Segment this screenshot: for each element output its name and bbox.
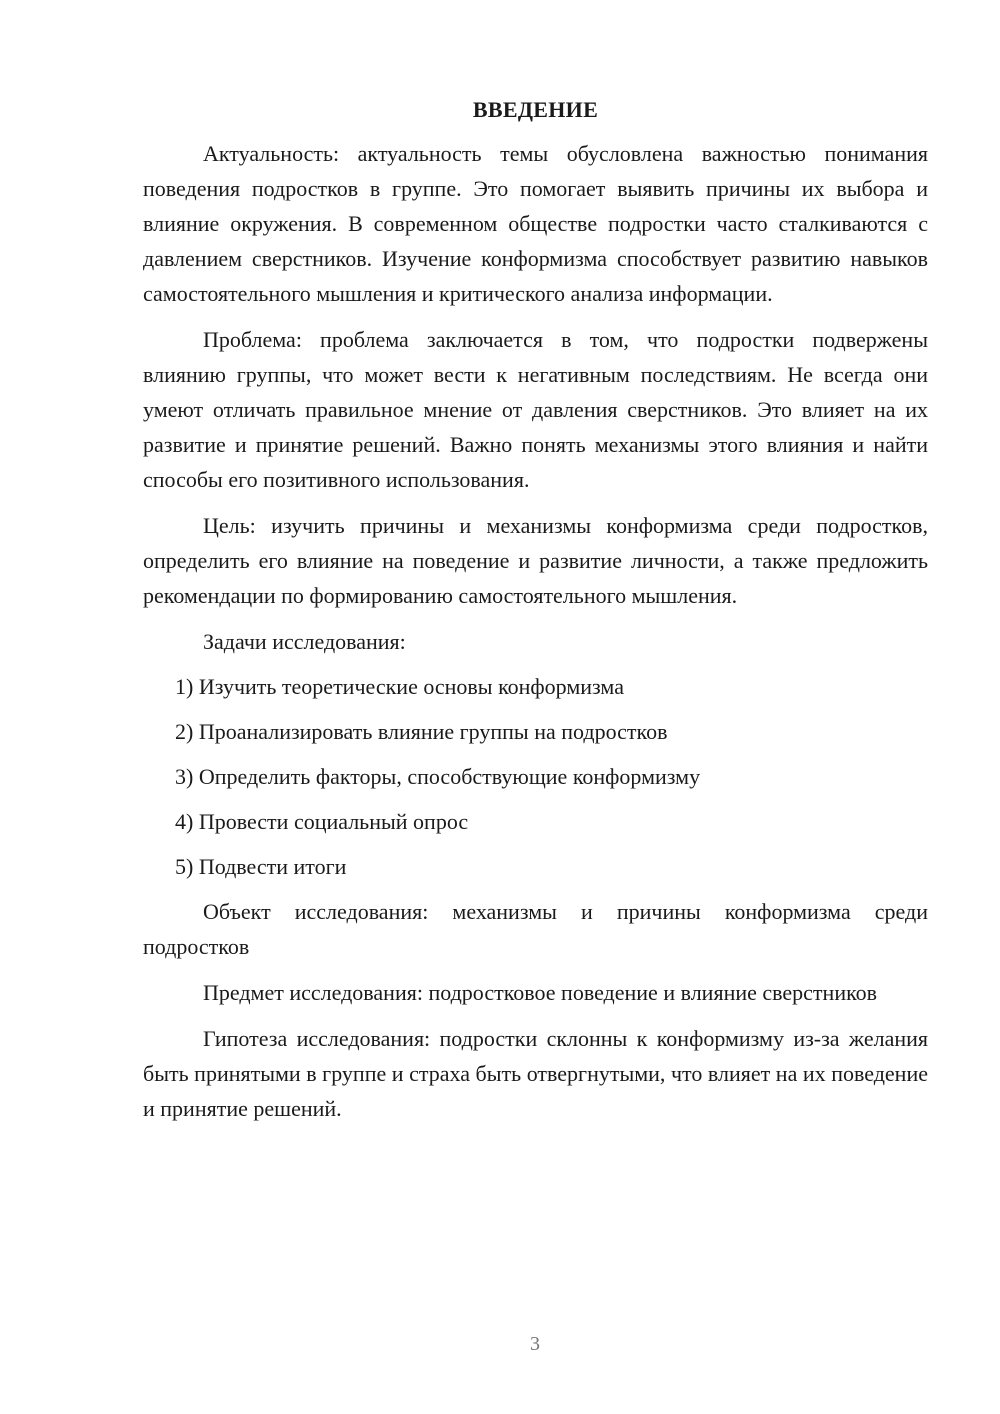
task-item-3: 3) Определить факторы, способствующие конформизму	[175, 764, 701, 789]
task-item-4: 4) Провести социальный опрос	[175, 809, 469, 834]
page-number: 3	[530, 1333, 540, 1355]
tasks-list	[143, 669, 928, 884]
goal-paragraph: Цель: изучить причины и механизмы конформизма среди подростков, определить его влияние на поведение и развитие личности, а также предложить рекомендации по формированию самостоятельного мышления.	[143, 513, 928, 608]
document-page	[143, 92, 928, 1137]
hypothesis-paragraph: Гипотеза исследования: подростки склонны к конформизму из-за желания быть принятыми в группе и страха быть отвергнутыми, что влияет на их поведение и принятие решений.	[143, 1026, 928, 1121]
task-item-5: 5) Подвести итоги	[175, 854, 347, 879]
subject-paragraph: Предмет исследования: подростковое поведение и влияние сверстников	[203, 980, 878, 1005]
task-item-1: 1) Изучить теоретические основы конформизма	[175, 674, 624, 699]
object-paragraph: Объект исследования: механизмы и причины конформизма среди подростков	[143, 899, 928, 959]
task-item-2: 2) Проанализировать влияние группы на подростков	[175, 719, 668, 744]
problem-paragraph: Проблема: проблема заключается в том, что подростки подвержены влиянию группы, что может вести к негативным последствиям. Не всегда они умеют отличать правильное мнение от давления сверстников. Это влияет на их развитие и принятие решений. Важно понять механизмы этого влияния и найти способы его позитивного использования.	[143, 327, 928, 492]
relevance-paragraph: Актуальность: актуальность темы обусловлена важностью понимания поведения подростков в группе. Это помогает выявить причины их выбора и влияние окружения. В современном обществе подростки часто сталкиваются с давлением сверстников. Изучение конформизма способствует развитию навыков самостоятельного мышления и критического анализа информации.	[143, 141, 928, 306]
tasks-heading: Задачи исследования:	[203, 629, 406, 654]
section-title: ВВЕДЕНИЕ	[472, 97, 599, 122]
